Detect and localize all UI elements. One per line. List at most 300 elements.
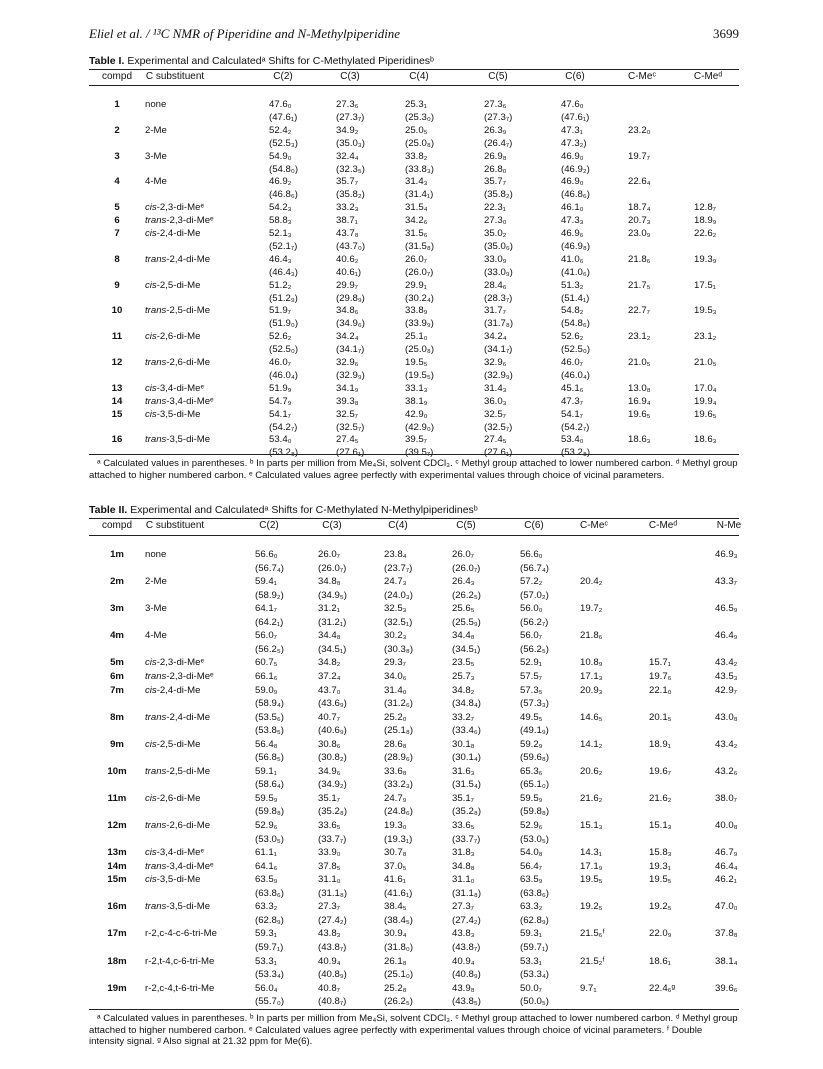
substituent-cell: 3-Me [145,603,167,615]
compound-number: 4m [110,630,124,642]
value-cell: (19.3₁) [384,833,413,845]
value-cell: 21.5₆ᶠ [580,928,605,940]
value-cell: (54.8₀) [269,163,299,175]
value-cell: (32.5₇) [336,421,365,433]
value-cell: 27.3₀ [484,215,507,227]
value-cell: 56.6₀ [255,549,278,560]
value-cell: 30.8₆ [318,738,341,750]
value-cell: 19.2₅ [649,901,672,913]
value-cell: (26.0₇) [318,562,347,574]
table-row [89,603,739,614]
value-cell: 28.4₆ [484,279,507,291]
value-cell: 34.9₂ [336,124,359,136]
value-cell: 31.5₆ [405,228,428,239]
table-row-calculated [89,370,739,381]
compound-number: 10m [107,765,127,777]
substituent-cell: cis-3,4-di-Meᵉ [145,382,205,394]
value-cell: (40.8₉) [318,969,347,981]
value-cell: 14.6₅ [580,711,603,723]
value-cell: 27.3₆ [336,99,359,110]
substituent-cell: cis-2,5-di-Me [145,738,201,750]
value-cell: (41.0₆) [561,266,590,278]
value-cell: 43.5₃ [715,670,738,682]
substituent-cell: cis-2,3-di-Meᵉ [145,202,205,214]
column-header: C-Meᵈ [648,520,678,531]
value-cell: 63.5₉ [520,874,543,886]
value-cell: 18.9₁ [649,738,671,750]
value-cell: 27.3₇ [452,901,474,913]
substituent-cell: 2-Me [145,576,167,588]
value-cell: 46.2₁ [715,874,737,886]
table-row-calculated [89,644,739,655]
value-cell: 31.4₃ [484,382,507,394]
value-cell: 34.2₄ [484,331,507,343]
value-cell: 51.9₉ [269,382,292,394]
value-cell: 19.3₉ [694,253,717,265]
value-cell: 18.9₉ [694,215,717,227]
value-cell: 37.8₈ [715,928,738,940]
value-cell: 31.5₄ [405,202,428,214]
value-cell: (33.4₆) [452,725,481,737]
value-cell: 40.8₇ [318,982,340,994]
value-cell: 56.0₀ [520,603,543,615]
value-cell: 10.8₉ [580,657,603,669]
value-cell: (59.6₈) [520,752,550,764]
value-cell: (35.0₆) [484,240,513,252]
compound-number: 13m [107,847,127,859]
value-cell: (53.8₅) [255,725,284,737]
value-cell: 43.4₂ [715,738,738,750]
value-cell: 25.7₃ [452,670,475,682]
value-cell: 59.2₉ [520,738,543,750]
table-row [89,712,739,723]
value-cell: (43.6₉) [318,698,347,710]
column-header: N-Me [716,520,742,531]
value-cell: 43.7₀ [318,684,341,696]
value-cell: 25.6₅ [452,603,475,615]
value-cell: 15.7₁ [649,657,671,669]
value-cell: 52.9₆ [520,820,543,831]
table-row [89,305,739,316]
substituent-cell: cis-3,4-di-Meᵉ [145,847,205,859]
value-cell: 33.6₈ [384,765,407,777]
compound-number: 7 [114,228,120,239]
value-cell: (46.9₈) [561,240,591,252]
value-cell: 35.1₇ [318,792,340,804]
table-row [89,630,739,641]
compound-number: 10 [111,305,123,317]
value-cell: 53.4₀ [561,434,584,446]
table-row [89,228,739,239]
table-row [89,983,739,994]
column-header: C(3) [340,71,360,82]
value-cell: 35.1₇ [452,792,474,804]
value-cell: (32.9₉) [336,369,365,381]
value-cell: 21.8₆ [628,253,651,265]
value-cell: (27.4₂) [452,914,481,926]
compound-number: 4 [114,176,120,188]
value-cell: 58.8₃ [269,215,292,227]
value-cell: (51.4₁) [561,292,590,304]
value-cell: 59.0₉ [255,684,278,696]
table2-title: Experimental and Calculatedᵃ Shifts for C-Methylated N-Methylpiperidinesᵇ [130,504,478,516]
value-cell: (33.8₃) [405,163,434,175]
value-cell: (58.6₄) [255,779,284,791]
table1-bottom-rule [89,454,739,455]
value-cell: 23.2₀ [628,124,651,136]
value-cell: 56.0₄ [255,982,278,994]
value-cell: (51.2₉) [269,292,298,304]
value-cell: (38.4₅) [384,914,413,926]
value-cell: (31.2₁) [318,616,347,628]
substituent-cell: trans-2,4-di-Me [145,711,211,723]
value-cell: 54.9₀ [269,150,292,162]
value-cell: 38.7₁ [336,215,358,227]
value-cell: 21.6₂ [649,792,672,804]
table-row [89,434,739,445]
table-row [89,657,739,668]
value-cell: 15.8₃ [649,847,672,859]
value-cell: 39.6₆ [715,982,738,994]
value-cell: (31.1₈) [452,887,482,899]
value-cell: 59.3₁ [520,928,542,940]
substituent-cell: r-2,t-4,c-6-tri-Me [145,955,215,967]
value-cell: 32.9₆ [336,357,359,368]
value-cell: (34.1₇) [484,344,513,356]
table-row [89,151,739,162]
value-cell: 19.7₆ [649,670,672,682]
value-cell: 47.3₁ [561,124,583,136]
value-cell: 33.0₉ [484,253,507,265]
value-cell: (53.2₈) [269,447,299,459]
table2-header-row [89,520,742,533]
value-cell: (40.6₉) [318,725,347,737]
value-cell: 18.6₃ [628,434,651,446]
table-row-calculated [89,806,739,817]
substituent-cell: trans-2,5-di-Me [145,765,211,777]
value-cell: 64.1₇ [255,603,277,615]
value-cell: 47.3₇ [561,395,583,407]
table-row [89,357,739,368]
value-cell: (31.2₆) [384,698,413,710]
value-cell: 31.6₃ [452,765,475,777]
value-cell: 43.9₈ [452,982,475,994]
table-row-calculated [89,590,739,601]
value-cell: 18.6₁ [649,955,671,967]
column-header: C-Meᵈ [693,71,723,82]
substituent-cell: trans-3,5-di-Me [145,901,211,913]
table-row-calculated [89,164,739,175]
value-cell: 31.2₁ [318,603,340,615]
value-cell: 26.3₉ [484,124,507,136]
value-cell: 63.3₂ [520,901,543,913]
value-cell: 34.4₈ [452,630,475,642]
column-header: C(3) [322,520,342,531]
value-cell: (24.0₃) [384,589,413,601]
value-cell: 47.3₂) [561,137,587,149]
value-cell: (59.8₈) [520,806,550,818]
column-header: C(4) [388,520,408,531]
page-number: 3699 [713,26,739,41]
value-cell: 23.8₄ [384,549,407,560]
value-cell: 45.1₆ [561,382,584,394]
table-row-calculated [89,996,739,1007]
value-cell: 22.1₀ [649,684,672,696]
value-cell: (53.2₈) [561,447,591,459]
table-row [89,671,739,682]
table-row [89,254,739,265]
value-cell: 38.4₅ [384,901,407,913]
value-cell: (26.2₅) [452,589,481,601]
value-cell: (25.0₈) [405,344,435,356]
value-cell: 52.4₂ [269,124,292,136]
value-cell: 46.9₆ [561,228,584,239]
value-cell: 21.0₅ [628,357,651,368]
value-cell: 46.1₀ [561,202,584,214]
table-row [89,202,739,213]
value-cell: (49.1₉) [520,725,549,737]
value-cell: (23.7₇) [384,562,413,574]
value-cell: 54.8₂ [561,305,584,317]
value-cell: 26.4₃ [452,576,475,588]
value-cell: 24.7₃ [384,576,407,588]
value-cell: (34.1₇) [336,344,365,356]
value-cell: 31.1₀ [452,874,475,886]
table-row [89,176,739,187]
value-cell: 46.9₂ [269,176,292,188]
substituent-cell: cis-2,3-di-Meᵉ [145,657,205,669]
value-cell: (52.5₀) [561,344,591,356]
value-cell: (46.0₄) [561,369,590,381]
value-cell: (19.5₅) [405,369,434,381]
value-cell: 39.3₈ [336,395,359,407]
value-cell: 56.4₇ [520,860,542,872]
value-cell: 65.3₆ [520,765,543,777]
value-cell: (24.8₆) [384,806,413,818]
value-cell: (35.8₂) [484,189,513,201]
value-cell: (59.7₁) [520,941,549,953]
value-cell: 31.7₇ [484,305,506,317]
value-cell: (43.7₀) [336,240,366,252]
value-cell: (56.8₅) [255,752,284,764]
compound-number: 12m [107,820,127,831]
table-row [89,280,739,291]
value-cell: (53.0₅) [255,833,284,845]
value-cell: (52.5₃) [269,137,298,149]
table-row-calculated [89,617,739,628]
compound-number: 17m [107,928,127,940]
value-cell: 25.3₁ [405,99,427,110]
value-cell: 46.9₀ [561,150,584,162]
value-cell: 59.3₁ [255,928,277,940]
value-cell: (25.1₀) [384,969,414,981]
value-cell: 35.0₂ [484,228,507,239]
value-cell: (46.8₆) [269,189,298,201]
value-cell: 35.7₇ [336,176,358,188]
value-cell: (63.8₆) [255,887,284,899]
column-header: C-Meᶜ [628,71,656,82]
value-cell: 22.4₆ᵍ [649,982,676,994]
substituent-cell: cis-3,5-di-Me [145,408,201,420]
value-cell: (26.0₇) [405,266,434,278]
value-cell: 37.8₅ [318,860,341,872]
compound-number: 6m [110,670,124,682]
value-cell: (27.3₇) [336,111,365,123]
value-cell: 46.9₀ [561,176,584,188]
table-row [89,125,739,136]
value-cell: 32.9₆ [484,357,507,368]
value-cell: (54.2₇) [561,421,590,433]
value-cell: (28.9₆) [384,752,413,764]
value-cell: (27.4₂) [318,914,347,926]
value-cell: (34.9₅) [318,589,347,601]
table-row-calculated [89,563,739,574]
value-cell: 19.5₃ [694,305,717,317]
value-cell: 33.1₃ [405,382,428,394]
value-cell: 33.2₇ [452,711,474,723]
value-cell: 53.3₁ [255,955,277,967]
value-cell: (33.7₇) [318,833,347,845]
substituent-cell: cis-2,5-di-Me [145,279,201,291]
substituent-cell: cis-2,6-di-Me [145,331,201,343]
table2-label: Table II. [89,504,128,516]
substituent-cell: trans-2,5-di-Me [145,305,211,317]
value-cell: 63.5₉ [255,874,278,886]
table-row [89,766,739,777]
column-header: C(6) [565,71,585,82]
value-cell: 30.1₈ [452,738,475,750]
value-cell: 31.4₀ [384,684,407,696]
value-cell: 40.6₁) [336,266,362,278]
value-cell: 16.9₄ [628,395,651,407]
table-row [89,739,739,750]
column-header: C(2) [273,71,293,82]
value-cell: 19.3₁ [649,860,671,872]
value-cell: 49.5₅ [520,711,543,723]
value-cell: 20.4₂ [580,576,603,588]
value-cell: (51.9₀) [269,318,299,330]
value-cell: (46.9₂) [561,163,590,175]
value-cell: 18.7₄ [628,202,651,214]
value-cell: 27.4₅ [336,434,359,446]
table-row-calculated [89,779,739,790]
value-cell: (34.5₁) [452,643,481,655]
value-cell: 34.2₄ [336,331,359,343]
table-row-calculated [89,112,739,123]
value-cell: 25.2₈ [384,982,407,994]
value-cell: 22.6₂ [694,228,717,239]
value-cell: 40.0₈ [715,820,738,831]
value-cell: 46.4₃ [269,253,292,265]
compound-number: 9m [110,738,124,750]
value-cell: 21.6₂ [580,792,603,804]
value-cell: (56.2₇) [520,616,549,628]
value-cell: 21.7₅ [628,279,651,291]
table2-footnote: ᵃ Calculated values in parentheses. ᵇ In parts per million from Me₄Si, solvent CDCl₃. ᶜ Methyl group attached to lower numbered carbon. ᵈ Methyl group attached to higher numbered carbon. ᵉ Calculated values agree perfectly with experimental values through choice of vicinal parameters. ᶠ Double intensity signal. ᵍ Also signal at 21.32 ppm for Me(6). [89,1013,738,1047]
compound-number: 14m [107,860,127,872]
value-cell: 22.6₄ [628,176,651,188]
value-cell: 37.0₅ [384,860,407,872]
substituent-cell: none [145,549,167,560]
value-cell: (43.8₅) [452,996,481,1008]
value-cell: (47.6₁) [269,111,298,123]
value-cell: 43.4₂ [715,657,738,669]
column-header: C(4) [409,71,429,82]
value-cell: 13.0₈ [628,382,651,394]
value-cell: 27.4₅ [484,434,507,446]
value-cell: 32.5₇ [336,408,358,420]
value-cell: (58.9₄) [255,698,284,710]
value-cell: 19.6₇ [649,765,671,777]
value-cell: (56.2₅) [255,643,284,655]
value-cell: (31.5₈) [405,240,435,252]
compound-number: 15 [111,408,123,420]
value-cell: (46.8₆) [561,189,590,201]
compound-number: 3 [114,150,120,162]
value-cell: 43.8₃ [318,928,341,940]
value-cell: 22.0₉ [649,928,672,940]
table-row [89,383,739,394]
value-cell: 52.9₆ [255,820,278,831]
value-cell: 40.9₄ [318,955,341,967]
table-row-calculated [89,698,739,709]
value-cell: 17.1₉ [580,860,603,872]
compound-number: 3m [110,603,124,615]
table-row [89,820,739,831]
value-cell: 34.8₂ [318,657,341,669]
value-cell: 26.0₇ [405,253,427,265]
table1-top-rule [89,69,739,70]
value-cell: 46.9₃ [715,549,738,560]
value-cell: 57.3₅ [520,684,543,696]
value-cell: 29.9₁ [405,279,427,291]
table1-header-row [89,71,739,84]
table-row-calculated [89,267,739,278]
value-cell: (58.9₂) [255,589,284,601]
value-cell: (30.8₂) [318,752,347,764]
value-cell: (43.8₇) [318,941,347,953]
value-cell: 52.9₁ [520,657,542,669]
column-header: C(5) [456,520,476,531]
value-cell: (63.8₆) [520,887,549,899]
compound-number: 8m [110,711,124,723]
value-cell: 42.9₀ [405,408,428,420]
value-cell: 54.2₃ [269,202,292,214]
table-row [89,874,739,885]
value-cell: (50.0₅) [520,996,549,1008]
value-cell: 17.0₄ [694,382,717,394]
value-cell: 38.0₇ [715,792,737,804]
value-cell: (26.2₅) [384,996,413,1008]
value-cell: 38.1₄ [715,955,738,967]
value-cell: 22.7₇ [628,305,650,317]
substituent-cell: trans-3,4-di-Meᵉ [145,395,214,407]
value-cell: (56.2₅) [520,643,549,655]
table-row-calculated [89,422,739,433]
value-cell: 14.1₂ [580,738,603,750]
value-cell: (33.2₃) [384,779,413,791]
value-cell: (28.3₇) [484,292,513,304]
table-row-calculated [89,834,739,845]
value-cell: 23.1₂ [628,331,651,343]
value-cell: (31.4₁) [405,189,434,201]
value-cell: (41.6₁) [384,887,413,899]
value-cell: 40.6₂ [336,253,359,265]
value-cell: 34.0₆ [384,670,407,682]
value-cell: (46.4₃) [269,266,298,278]
value-cell: 46.7₉ [715,847,738,859]
value-cell: 47.0₀ [715,901,738,913]
